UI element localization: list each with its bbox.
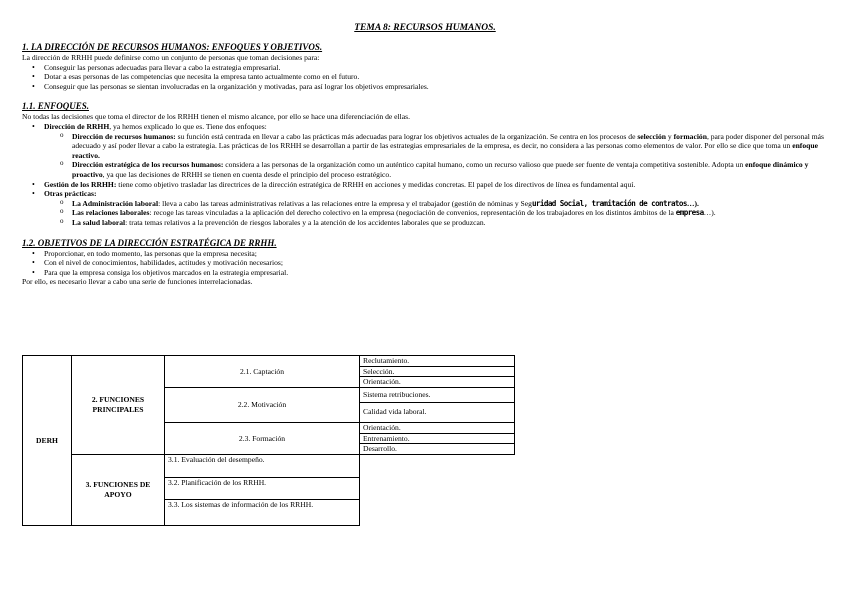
derh-root-cell: DERH <box>23 356 72 526</box>
table-cell: 3.2. Planificación de los RRHH. <box>165 477 360 499</box>
list-item: • Para que la empresa consiga los objetivos marcados en la estrategia empresarial. <box>22 268 828 278</box>
table-cell: Reclutamiento. <box>360 356 515 367</box>
table-cell: Selección. <box>360 366 515 377</box>
document-page <box>22 22 828 287</box>
table-cell: 3.3. Los sistemas de información de los RRHH. <box>165 499 360 525</box>
list-item: • Conseguir las personas adecuadas para llevar a cabo la estrategia empresarial. <box>22 63 828 73</box>
list-item: • Conseguir que las personas se sientan involucradas en la organización y motivadas, para así lograr los objetivos empresariales. <box>22 82 828 92</box>
table-cell: Orientación. <box>360 422 515 433</box>
list-item: • Proporcionar, en todo momento, las personas que la empresa necesita; <box>22 249 828 259</box>
list-item-direccion: • Dirección de RRHH, ya hemos explicado lo que es. Tiene dos enfoques: o Dirección de recursos humanos: su función está centrada en llevar a cabo las prácticas más adecuadas para lograr los objetivos actuales de la organización. Se centra en los procesos de selección y formación, para poder disponer del personal más adecuado y así poder llevar a cabo la estrategia. Las prácticas de los RRHH se desarrollan a partir de las estrategias empresariales de la empresa, es decir, no considera a las personas como elementos de valor. Por ello se dice que toma un enfoque reactivo. o Dirección estratégica de los recursos humanos: considera a las personas de la organización como un auténtico capital humano, como un recurso valioso que puede ser fuente de ventaja competitiva sostenible. Adopta un enfoque dinámico y proactivo, ya que las decisiones de RRHH se tienen en cuenta desde el principio del proceso estratégico. <box>22 122 828 180</box>
section-1-intro: La dirección de RRHH puede definirse como un conjunto de personas que toman decisiones para: <box>22 53 320 62</box>
formacion-cell: 2.3. Formación <box>165 422 360 454</box>
list-item: o Dirección estratégica de los recursos humanos: considera a las personas de la organización como un auténtico capital humano, como un recurso valioso que puede ser fuente de ventaja competitiva sostenible. Adopta un enfoque dinámico y proactivo, ya que las decisiones de RRHH se tienen en cuenta desde el principio del proceso estratégico. <box>44 160 828 179</box>
captacion-cell: 2.1. Captación <box>165 356 360 388</box>
section-1-2-outro: Por ello, es necesario llevar a cabo una serie de funciones interrelacionadas. <box>22 277 253 287</box>
list-item-gestion: • Gestión de los RRHH: tiene como objetivo trasladar las directrices de la dirección estratégica de RRHH en acciones y medidas concretas. El papel de los directivos de línea es fundamental aquí. <box>22 180 828 190</box>
table-cell: Orientación. <box>360 377 515 388</box>
section-1-heading: 1. LA DIRECCIÓN DE RECURSOS HUMANOS: ENFOQUES Y OBJETIVOS. <box>22 42 323 52</box>
list-item: o La Administración laboral: lleva a cabo las tareas administrativas relativas a las relaciones entre la empresa y el trabajador (gestión de nóminas y Seguridad Social, tramitación de contratos…). <box>44 199 828 209</box>
section-1-1-intro: No todas las decisiones que toma el director de los RRHH tienen el mismo alcance, por ello se hace una diferenciación de ellas. <box>22 112 410 122</box>
derh-functions-table <box>22 355 515 526</box>
direccion-sublist <box>44 132 828 180</box>
table-cell: Calidad vida laboral. <box>360 402 515 422</box>
table-cell: Entrenamiento. <box>360 433 515 444</box>
principales-cell: 2. FUNCIONES PRINCIPALES <box>72 356 165 455</box>
list-item: • Dotar a esas personas de las competencias que necesita la empresa tanto actualmente como en el futuro. <box>22 72 828 82</box>
document-title: TEMA 8: RECURSOS HUMANOS. <box>354 23 496 33</box>
list-item-otras: • Otras prácticas: o La Administración laboral: lleva a cabo las tareas administrativas relativas a las relaciones entre la empresa y el trabajador (gestión de nóminas y Seguridad Social, tramitación de contratos…). o Las relaciones laborales: recoge las tareas vinculadas a la aplicación del derecho colectivo en la empresa (negociación de convenios, representación de los trabajadores en los distintos ámbitos de la empresa…). o La salud laboral: trata temas relativos a la prevención de riesgos laborales y a la atención de los accidentes laborales que se produzcan. <box>22 189 828 227</box>
table-cell: Sistema retribuciones. <box>360 387 515 402</box>
otras-sublist <box>44 199 828 228</box>
list-item: o Dirección de recursos humanos: su función está centrada en llevar a cabo las prácticas más adecuadas para lograr los objetivos actuales de la organización. Se centra en los procesos de selección y formación, para poder disponer del personal más adecuado y así poder llevar a cabo la estrategia. Las prácticas de los RRHH se desarrollan a partir de las estrategias empresariales de la empresa, es decir, no considera a las personas como elementos de valor. Por ello se dice que toma un enfoque reactivo. <box>44 132 828 161</box>
section-1-2-heading: 1.2. OBJETIVOS DE LA DIRECCIÓN ESTRATÉGICA DE RRHH. <box>22 237 277 248</box>
section-1-2-bullets <box>22 249 828 278</box>
table-cell: 3.1. Evaluación del desempeño. <box>165 454 360 477</box>
list-item: • Con el nivel de conocimientos, habilidades, actitudes y motivación necesarios; <box>22 258 828 268</box>
apoyo-cell: 3. FUNCIONES DE APOYO <box>72 454 165 525</box>
list-item: o La salud laboral: trata temas relativos a la prevención de riesgos laborales y a la atención de los accidentes laborales que se produzcan. <box>44 218 828 228</box>
enfoques-list <box>22 122 828 228</box>
table-cell: Desarrollo. <box>360 444 515 455</box>
section-1-1-heading: 1.1. ENFOQUES. <box>22 101 90 112</box>
list-item: o Las relaciones laborales: recoge las tareas vinculadas a la aplicación del derecho colectivo en la empresa (negociación de convenios, representación de los trabajadores en los distintos ámbitos de la empresa…). <box>44 208 828 218</box>
section-1-bullets <box>22 63 828 92</box>
motivacion-cell: 2.2. Motivación <box>165 387 360 422</box>
